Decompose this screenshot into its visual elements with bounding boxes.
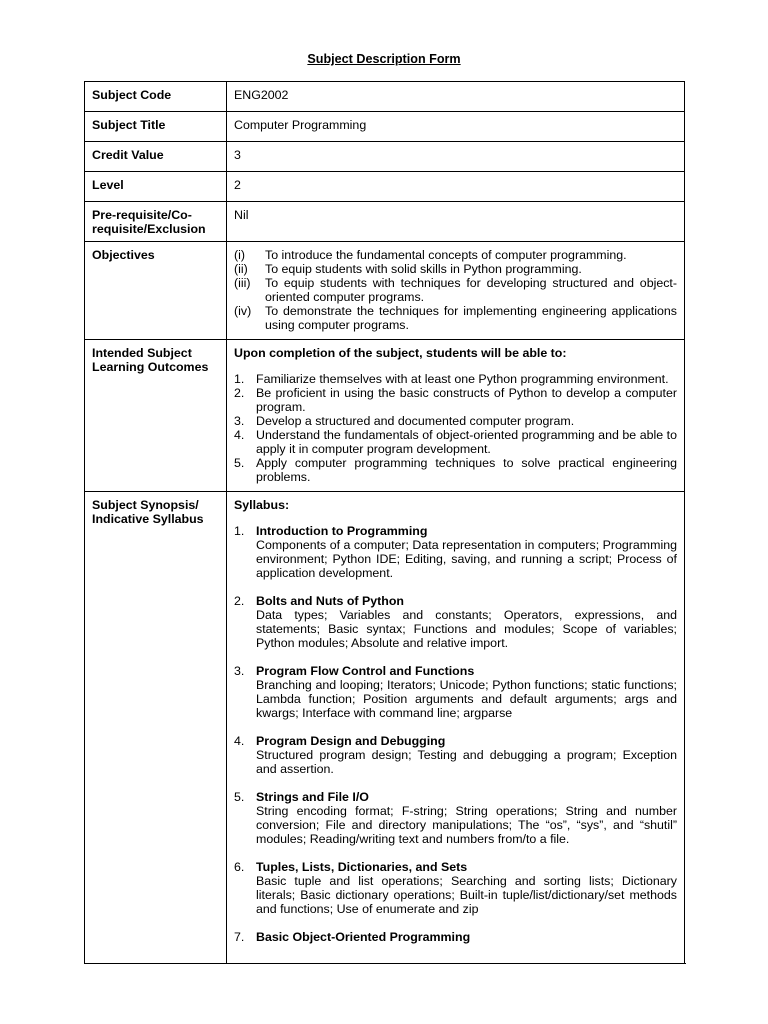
objectives-list — [234, 248, 677, 332]
row-objectives — [85, 242, 685, 340]
level-value: 2 — [227, 172, 685, 202]
outcomes-cell — [227, 340, 685, 492]
syllabus-heading: Strings and File I/O — [256, 790, 369, 804]
row-subject-code — [85, 82, 685, 112]
syllabus-list — [234, 524, 677, 944]
outcomes-label: Intended Subject Learning Outcomes — [85, 340, 227, 492]
subject-title-value: Computer Programming — [227, 112, 685, 142]
outcome-item: 5. Apply computer programming techniques to solve practical engineering problems. — [234, 456, 677, 484]
syllabus-item: 4. Program Design and Debugging Structured program design; Testing and debugging a program; Exception and assertion. — [234, 734, 677, 776]
syllabus-item: 6. Tuples, Lists, Dictionaries, and Sets Basic tuple and list operations; Searching and sorting lists; Dictionary literals; Basic dictionary operations; Built-in tuple/list/dictionary/set methods and functions; Use of enumerate and zip — [234, 860, 677, 916]
outcome-item: 4. Understand the fundamentals of object-oriented programming and be able to apply it in computer program development. — [234, 428, 677, 456]
syllabus-item: 5. Strings and File I/O String encoding format; F-string; String operations; String and number conversion; File and directory manipulations; The “os”, “sys”, and “shutil” modules; Reading/writing text and numbers from/to a file. — [234, 790, 677, 846]
syllabus-item: 3. Program Flow Control and Functions Branching and looping; Iterators; Unicode; Python functions; static functions; Lambda function; Position arguments and default arguments; args and kwargs; Interface with command line; argparse — [234, 664, 677, 720]
credit-value-label: Credit Value — [85, 142, 227, 172]
outcome-item: 1. Familiarize themselves with at least one Python programming environment. — [234, 372, 669, 386]
table-bottom-border — [84, 963, 686, 964]
syllabus-item: 7. Basic Object-Oriented Programming — [234, 930, 471, 944]
syllabus-heading: Tuples, Lists, Dictionaries, and Sets — [256, 860, 468, 874]
row-level — [85, 172, 685, 202]
syllabus-body: Basic tuple and list operations; Searching and sorting lists; Dictionary literals; Basic dictionary operations; Built-in tuple/list/dictionary/set methods and functions; Use of enumerate and zip — [256, 874, 677, 916]
objective-item: (iii) To equip students with techniques for developing structured and object-oriented computer programs. — [234, 276, 677, 304]
syllabus-body: Data types; Variables and constants; Operators, expressions, and statements; Basic syntax; Functions and modules; Scope of variables; Python modules; Absolute and relative import. — [256, 608, 677, 650]
syllabus-heading: Bolts and Nuts of Python — [256, 594, 404, 608]
row-learning-outcomes — [85, 340, 685, 492]
outcomes-intro: Upon completion of the subject, students will be able to: — [234, 346, 567, 360]
level-label: Level — [85, 172, 227, 202]
syllabus-heading: Basic Object-Oriented Programming — [256, 930, 471, 944]
syllabus-cell — [227, 492, 685, 973]
row-subject-title — [85, 112, 685, 142]
syllabus-item: 1. Introduction to Programming Components of a computer; Data representation in computers; Programming environment; Python IDE; Editing, saving, and running a script; Process of application development. — [234, 524, 677, 580]
prerequisite-value: Nil — [227, 202, 685, 242]
subject-code-label: Subject Code — [85, 82, 227, 112]
form-title: Subject Description Form — [307, 52, 461, 66]
syllabus-body: Branching and looping; Iterators; Unicode; Python functions; static functions; Lambda function; Position arguments and default arguments; args and kwargs; Interface with command line; argparse — [256, 678, 677, 720]
objective-item: (i) To introduce the fundamental concepts of computer programming. — [234, 248, 627, 262]
objectives-cell — [227, 242, 685, 340]
outcomes-list — [234, 372, 677, 484]
outcome-item: 2. Be proficient in using the basic constructs of Python to develop a computer program. — [234, 386, 677, 414]
subject-code-value: ENG2002 — [227, 82, 685, 112]
row-prerequisite — [85, 202, 685, 242]
syllabus-label: Subject Synopsis/ Indicative Syllabus — [85, 492, 227, 973]
syllabus-item: 2. Bolts and Nuts of Python Data types; Variables and constants; Operators, expressions, and statements; Basic syntax; Functions and modules; Scope of variables; Python modules; Absolute and relative import. — [234, 594, 677, 650]
syllabus-heading: Introduction to Programming — [256, 524, 428, 538]
objective-item: (iv) To demonstrate the techniques for implementing engineering applications using computer programs. — [234, 304, 677, 332]
syllabus-body: Structured program design; Testing and debugging a program; Exception and assertion. — [256, 748, 677, 776]
objectives-label: Objectives — [85, 242, 227, 340]
credit-value-value: 3 — [227, 142, 685, 172]
syllabus-heading: Program Design and Debugging — [256, 734, 446, 748]
syllabus-body: Components of a computer; Data representation in computers; Programming environment; Python IDE; Editing, saving, and running a script; Process of application development. — [256, 538, 677, 580]
row-credit-value — [85, 142, 685, 172]
row-syllabus — [85, 492, 685, 973]
outcome-item: 3. Develop a structured and documented computer program. — [234, 414, 575, 428]
syllabus-heading: Program Flow Control and Functions — [256, 664, 475, 678]
syllabus-intro: Syllabus: — [234, 498, 290, 512]
subject-description-table — [84, 81, 685, 973]
syllabus-body: String encoding format; F-string; String operations; String and number conversion; File and directory manipulations; The “os”, “sys”, and “shutil” modules; Reading/writing text and numbers from/to a file. — [256, 804, 677, 846]
objective-item: (ii) To equip students with solid skills in Python programming. — [234, 262, 582, 276]
subject-title-label: Subject Title — [85, 112, 227, 142]
page-bottom-margin — [84, 964, 687, 1024]
prerequisite-label: Pre-requisite/Co-requisite/Exclusion — [85, 202, 227, 242]
